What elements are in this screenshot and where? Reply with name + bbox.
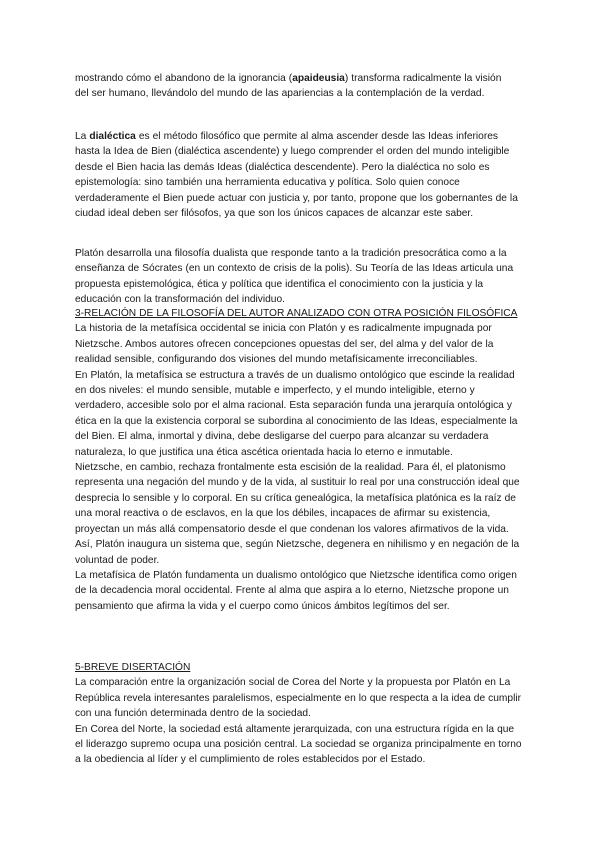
intro-text-start: mostrando cómo el abandono de la ignorancia (	[75, 73, 293, 84]
section3	[75, 306, 525, 614]
section5	[75, 660, 525, 768]
section5-heading: 5-BREVE DISERTACIÓN	[75, 662, 191, 673]
intro-paragraph	[75, 71, 513, 102]
dialectica-term: dialéctica	[89, 131, 136, 142]
section5-paragraph-1: La comparación entre la organización social de Corea del Norte y la propuesta por Platón en La República revela interesantes paralelismos, especialmente en lo que respecta a la idea de cumplir con una función determinada dentro de la sociedad.	[75, 677, 522, 720]
dialectic-text-start: La	[75, 131, 90, 142]
dialectic-text-end: es el método filosófico que permite al alma ascender desde las Ideas inferiores hasta la Idea de Bien (dialéctica ascendente) y luego comprender el orden del mundo inteligible desde el Bien hacia las demás Ideas (dialéctica descendente). Pero la dialéctica no solo es epistemología: sino también una herramienta educativa y política. Solo quien conoce verdaderamente el Bien puede actuar con justicia y, por tanto, propone que los gobernantes de la ciudad ideal deben ser filósofos, ya que son los únicos capaces de alcanzar este saber.	[75, 131, 518, 220]
dualism-paragraph: Platón desarrolla una filosofía dualista que responde tanto a la tradición presocrática como a la enseñanza de Sócrates (en un contexto de crisis de la polis). Su Teoría de las Ideas articula una propuesta epistemológica, ética y política que identifica el conocimiento con la justicia y la educación con la transformación del individuo.	[75, 248, 514, 306]
section3-paragraph-4: La metafísica de Platón fundamenta un dualismo ontológico que Nietzsche identifica como origen de la decadencia moral occidental. Frente al alma que aspira a lo eterno, Nietzsche propone un pensamiento que afirma la vida y el cuerpo como únicos ámbitos legítimos del ser.	[75, 569, 517, 612]
section5-paragraph-2: En Corea del Norte, la sociedad está altamente jerarquizada, con una estructura rígida en la que el liderazgo supremo ocupa una posición central. La sociedad se organiza principalmente en torno a la obediencia al líder y el cumplimiento de roles establecidos por el Estado.	[75, 723, 522, 766]
dialectic-paragraph	[75, 129, 525, 221]
section3-paragraph-1: La historia de la metafísica occidental se inicia con Platón y es radicalmente impugnada por Nietzsche. Ambos autores ofrecen concepciones opuestas del ser, del alma y del valor de la realidad sensible, configurando dos visiones del mundo metafísicamente irreconciliables.	[75, 323, 494, 366]
section3-paragraph-3: Nietzsche, en cambio, rechaza frontalmente esta escisión de la realidad. Para él, el platonismo representa una negación del mundo y de la vida, al sustituir lo real por una construcción ideal que desprecia lo sensible y lo corporal. En su crítica genealógica, la metafísica platónica es la raíz de una moral reactiva o de esclavos, en la que los débiles, incapaces de afirmar su existencia, proyectan un más allá compensatorio desde el que condenan los valores afirmativos de la vida. Así, Platón inaugura un sistema que, según Nietzsche, degenera en nihilismo y en negación de la voluntad de poder.	[75, 462, 520, 566]
section3-paragraph-2: En Platón, la metafísica se estructura a través de un dualismo ontológico que escinde la realidad en dos niveles: el mundo sensible, mutable e imperfecto, y el mundo inteligible, eterno y verdadero, accesible solo por el alma racional. Esta separación funda una jerarquía ontológica y ética en la que la existencia corporal se subordina al conocimiento de las Ideas, especialmente la del Bien. El alma, inmortal y divina, debe desligarse del cuerpo para alcanzar su verdadera naturaleza, lo que justifica una ética ascética orientada hacia lo eterno e inmutable.	[75, 369, 518, 458]
section3-heading: 3-RELACIÓN DE LA FILOSOFÍA DEL AUTOR ANALIZADO CON OTRA POSICIÓN FILOSÓFICA	[75, 308, 518, 319]
apaideusia-term: apaideusia	[292, 73, 345, 84]
intro-text-end: ) transforma radicalmente la visión del ser humano, llevándolo del mundo de las apariencias a la contemplación de la verdad.	[75, 73, 502, 100]
